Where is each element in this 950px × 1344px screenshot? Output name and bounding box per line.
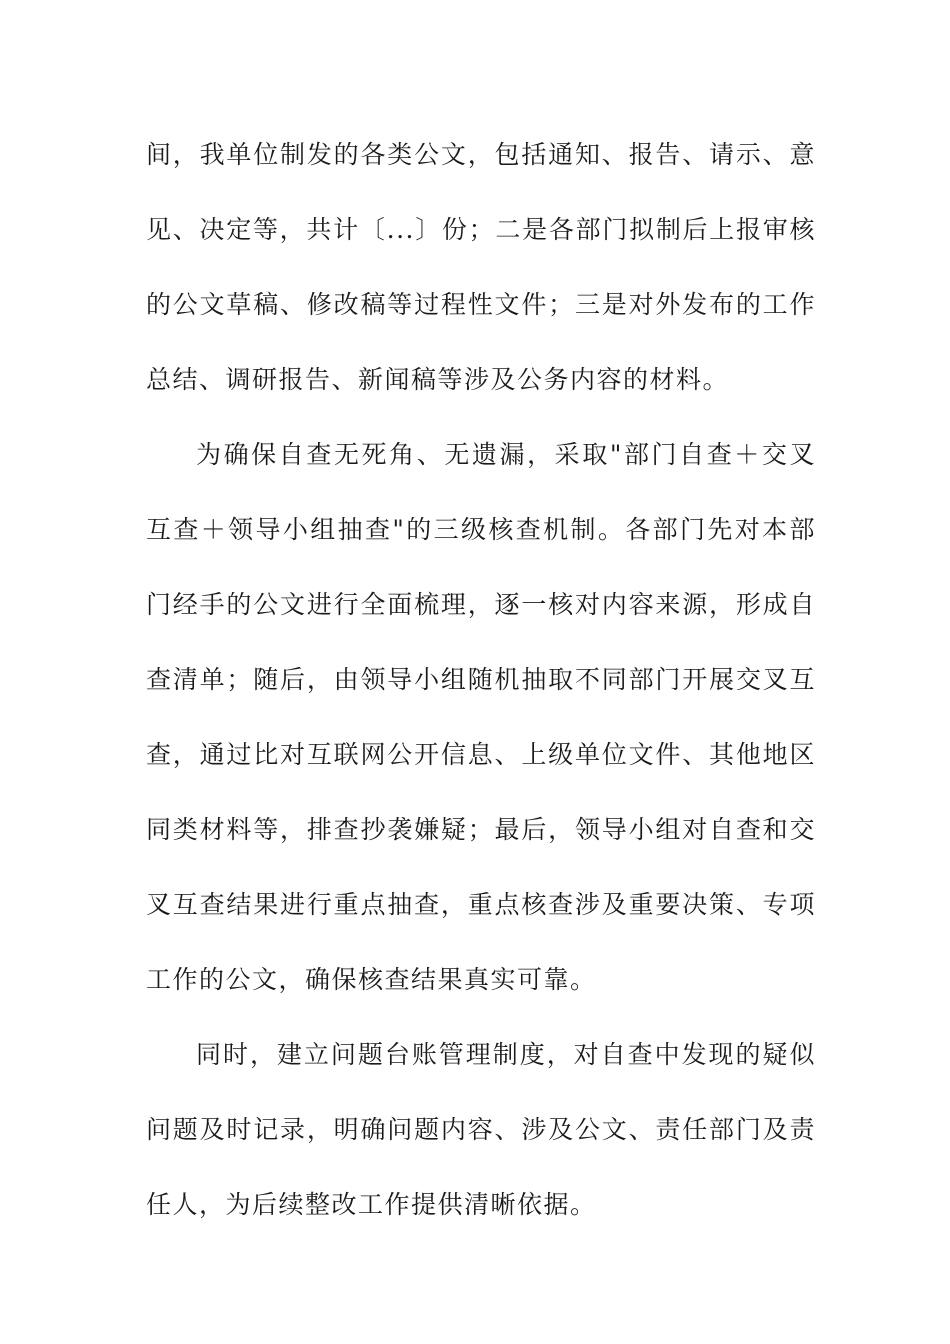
document-body [146,117,816,1242]
paragraph-check-mechanism: 为确保自查无死角、无遗漏，采取"部门自查＋交叉互查＋领导小组抽查"的三级核查机制。各部门先对本部门经手的公文进行全面梳理，逐一核对内容来源，形成自查清单；随后，由领导小组随机抽取不同部门开展交叉互查，通过比对互联网公开信息、上级单位文件、其他地区同类材料等，排查抄袭嫌疑；最后，领导小组对自查和交叉互查结果进行重点抽查，重点核查涉及重要决策、专项工作的公文，确保核查结果真实可靠。 [146,440,816,994]
paragraph-issue-ledger: 同时，建立问题台账管理制度，对自查中发现的疑似问题及时记录，明确问题内容、涉及公文、责任部门及责任人，为后续整改工作提供清晰依据。 [146,1040,816,1219]
paragraph-scope-continuation: 间，我单位制发的各类公文，包括通知、报告、请示、意见、决定等，共计〔...〕份；二是各部门拟制后上报审核的公文草稿、修改稿等过程性文件；三是对外发布的工作总结、调研报告、新闻稿等涉及公务内容的材料。 [146,140,816,394]
